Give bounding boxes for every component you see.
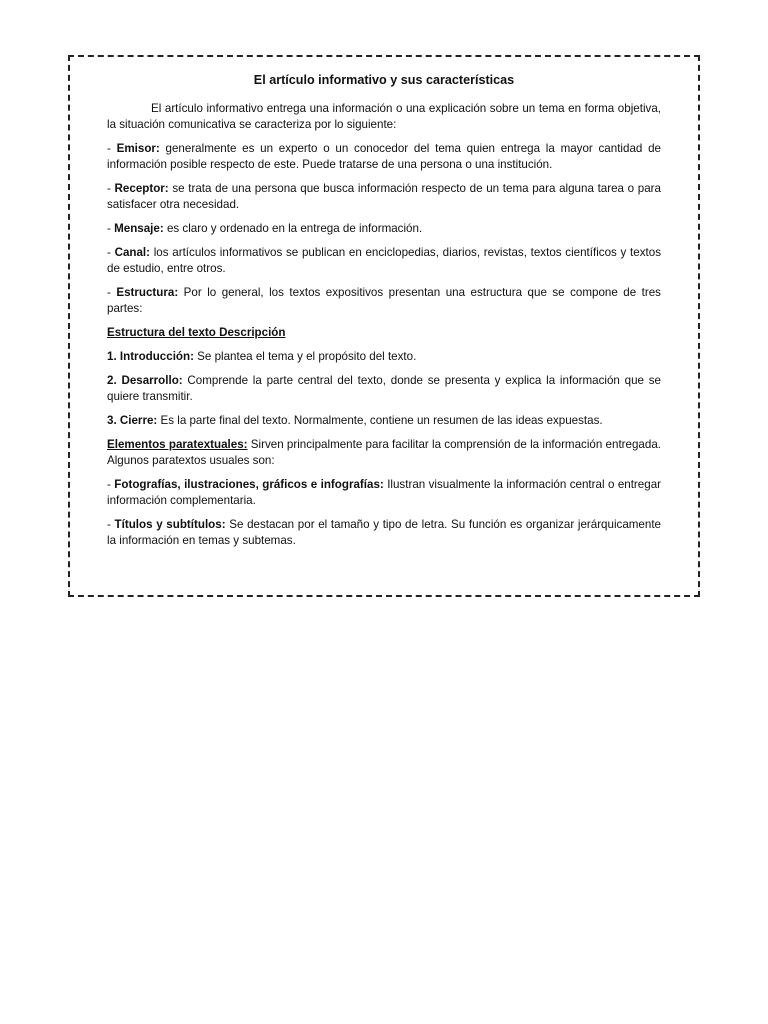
paratext-item-label: Títulos y subtítulos: <box>114 518 226 531</box>
item-label: Estructura: <box>116 286 179 299</box>
structure-heading-text: Estructura del texto Descripción <box>107 326 286 339</box>
item-text: se trata de una persona que busca información respecto de un tema para alguna tarea o para satisfacer otra necesidad. <box>107 182 661 211</box>
paratext-paragraph <box>107 437 661 469</box>
paratext-item-text: Ilustran visualmente la información central o entregar información complementaria. <box>107 478 661 507</box>
structure-text: Comprende la parte central del texto, donde se presenta y explica la información que se quiere transmitir. <box>107 374 661 403</box>
item-receptor <box>107 181 661 213</box>
paratext-item-text: Se destacan por el tamaño y tipo de letra. Su función es organizar jerárquicamente la información en temas y subtemas. <box>107 518 661 547</box>
item-label: Mensaje: <box>114 222 164 235</box>
structure-cierre <box>107 413 661 429</box>
document-title: El artículo informativo y sus características <box>253 73 515 87</box>
dash: - <box>107 286 117 299</box>
dash: - <box>107 478 115 491</box>
document-content <box>107 72 661 557</box>
item-canal <box>107 245 661 277</box>
dash: - <box>107 518 115 531</box>
paratext-titulos <box>107 517 661 549</box>
structure-label: 1. Introducción: <box>107 350 194 363</box>
structure-text: Es la parte final del texto. Normalmente, contiene un resumen de las ideas expuestas. <box>157 414 603 427</box>
structure-heading <box>107 325 661 341</box>
item-text: es claro y ordenado en la entrega de información. <box>163 222 423 235</box>
item-label: Canal: <box>114 246 151 259</box>
item-text: Por lo general, los textos expositivos presentan una estructura que se compone de tres partes: <box>107 286 661 315</box>
structure-introduccion <box>107 349 661 365</box>
item-emisor <box>107 141 661 173</box>
dash: - <box>107 222 115 235</box>
item-text: los artículos informativos se publican en enciclopedias, diarios, revistas, textos científicos y textos de estudio, entre otros. <box>107 246 661 275</box>
paratext-item-label: Fotografías, ilustraciones, gráficos e infografías: <box>114 478 384 491</box>
paratext-fotografias <box>107 477 661 509</box>
item-label: Receptor: <box>114 182 169 195</box>
item-label: Emisor: <box>116 142 160 155</box>
structure-label: 2. Desarrollo: <box>107 374 183 387</box>
dash: - <box>107 182 115 195</box>
structure-desarrollo <box>107 373 661 405</box>
item-text: generalmente es un experto o un conocedor del tema quien entrega la mayor cantidad de información posible respecto de este. Puede tratarse de una persona o una institución. <box>107 142 661 171</box>
item-mensaje <box>107 221 661 237</box>
dash: - <box>107 246 115 259</box>
item-estructura <box>107 285 661 317</box>
paratext-label: Elementos paratextuales: <box>107 438 248 451</box>
dashed-frame <box>68 55 700 597</box>
paratext-text: Sirven principalmente para facilitar la comprensión de la información entregada. Algunos paratextos usuales son: <box>107 438 661 467</box>
intro-paragraph: El artículo informativo entrega una información o una explicación sobre un tema en forma objetiva, la situación comunicativa se caracteriza por lo siguiente: <box>107 102 661 131</box>
structure-label: 3. Cierre: <box>107 414 158 427</box>
structure-text: Se plantea el tema y el propósito del texto. <box>193 350 417 363</box>
dash: - <box>107 142 117 155</box>
